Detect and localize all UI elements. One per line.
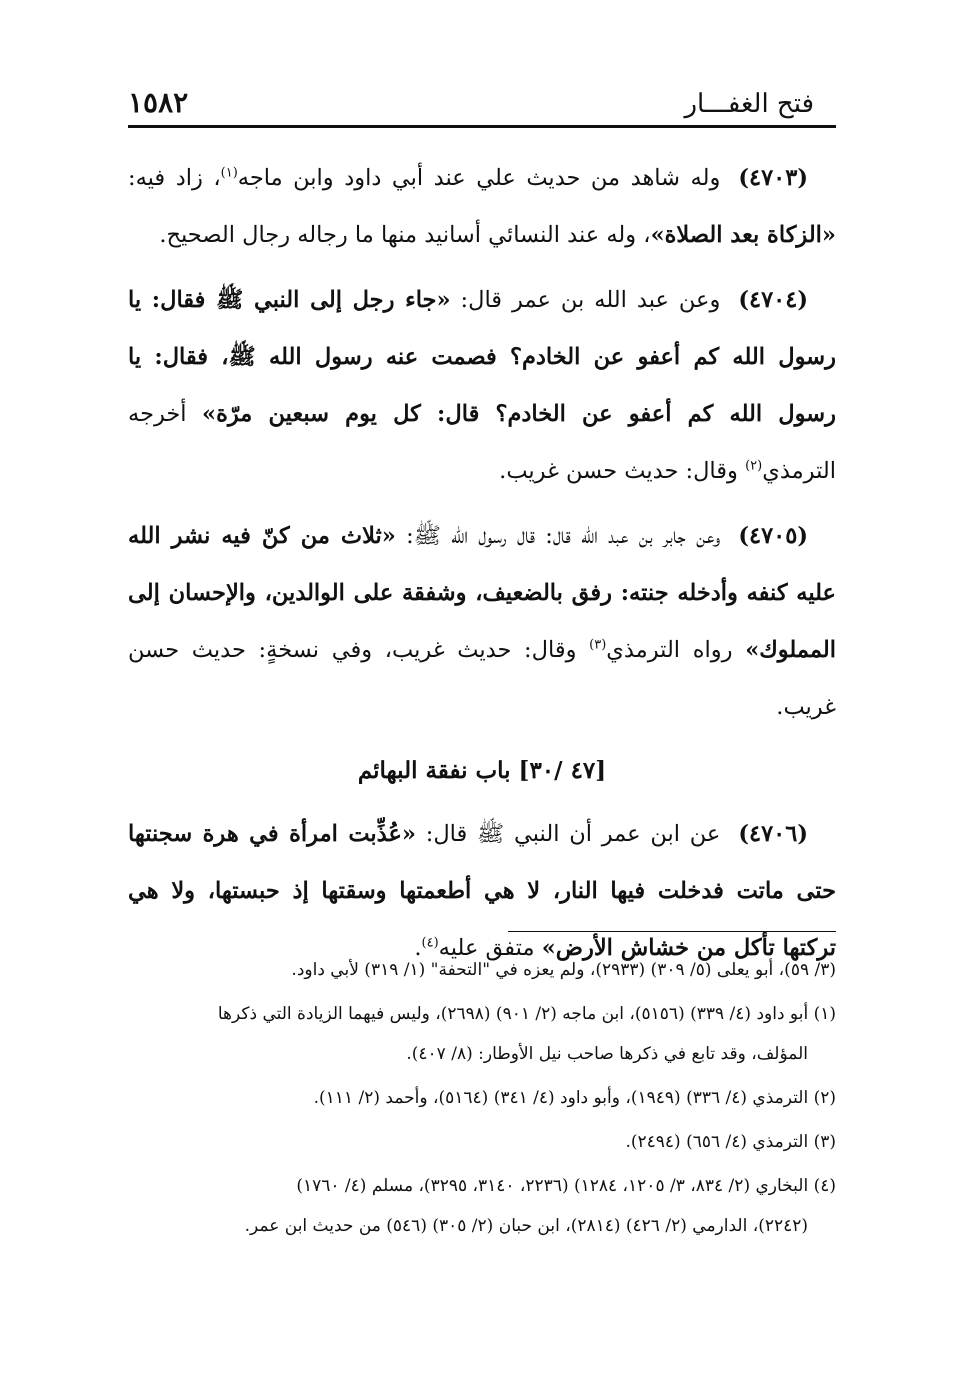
footnote-ref[interactable]: (٢) [745, 458, 763, 474]
footnote-ref[interactable]: (٤) [421, 935, 439, 951]
hadith-text: وقال: حديث حسن غريب. [499, 458, 746, 484]
hadith-number: (٤٧٠٤) [738, 287, 808, 313]
hadith-text: وقال: حديث غريب، وفي نسخةٍ: حديث حسن غريب. [128, 637, 836, 720]
hadith-number: (٤٧٠٦) [738, 821, 808, 847]
footnote-1 [128, 994, 836, 1074]
footnote-1-line: المؤلف، وقد تابع في ذكرها صاحب نيل الأوطار: (٨/ ٤٠٧). [406, 1044, 808, 1064]
footnote-continued: (٣/ ٥٩)، أبو يعلى (٥/ ٣٠٩) (٢٩٣٣)، ولم يعزه في "التحفة" (١/ ٣١٩) لأبي داود. [291, 960, 836, 980]
main-text [128, 150, 836, 985]
hadith-text: وعن جابر بن عبد الله قال: قال رسول الله ﷺ: [395, 523, 721, 549]
hadith-text: ، وله عند النسائي أسانيد منها ما رجاله رجال الصحيح. [159, 222, 651, 248]
hadith-text: وله شاهد من حديث علي عند أبي داود وابن ماجه [237, 165, 721, 191]
hadith-text: وعن عبد الله بن عمر قال: [450, 287, 721, 313]
hadith-quote: «عُذِّبت امرأة في هرة سجنتها حتى ماتت فدخلت فيها النار، لا هي أطعمتها وسقتها إذ حبستها، ولا هي تركتها تأكل من خشاش الأرض» [128, 821, 836, 961]
footnote-4-line: (٤) البخاري (٢/ ٨٣٤، ٣/ ١٢٠٥، ١٢٨٤) (٢٢٣٦، ٣١٤٠، ٣٢٩٥)، مسلم (٤/ ١٧٦٠) [296, 1176, 836, 1196]
footnote-ref[interactable]: (١) [220, 165, 238, 181]
footnote-2: (٢) الترمذي (٤/ ٣٣٦) (١٩٤٩)، وأبو داود (٤/ ٣٤١) (٥١٦٤)، وأحمد (٢/ ١١١). [313, 1088, 836, 1108]
footnote-1-line: (١) أبو داود (٤/ ٣٣٩) (٥١٥٦)، ابن ماجه (٢/ ٩٠١) (٢٦٩٨)، وليس فيهما الزيادة التي ذكرها [217, 1004, 836, 1024]
hadith-text: أخرجه الترمذي [128, 401, 836, 484]
chapter-heading: [٤٧ /٣٠] باب نفقة البهائم [357, 757, 607, 784]
hadith-4704 [128, 272, 836, 500]
hadith-text: عن ابن عمر أن النبي ﷺ قال: [415, 821, 721, 847]
hadith-number: (٤٧٠٥) [738, 523, 808, 549]
hadith-4705 [128, 508, 836, 736]
hadith-text: . [414, 935, 422, 961]
footnote-4 [128, 1166, 836, 1246]
footnote-ref[interactable]: (٣) [589, 637, 607, 653]
footnote-divider [508, 931, 836, 932]
hadith-number: (٤٧٠٣) [738, 165, 808, 191]
hadith-4703 [128, 150, 836, 264]
hadith-quote: «ثلاث من كنّ فيه نشر الله عليه كنفه وأدخله جنته: رفق بالضعيف، وشفقة على الوالدين، والإحسان إلى المملوك» [128, 523, 836, 663]
footnote-4-line: (٢٢٤٢)، الدارمي (٢/ ٤٢٦) (٢٨١٤)، ابن حبان (٢/ ٣٠٥) (٥٤٦) من حديث ابن عمر. [244, 1216, 808, 1236]
page-number: ١٥٨٢ [128, 86, 189, 119]
hadith-text: رواه الترمذي [606, 637, 746, 663]
footnotes [128, 950, 836, 1250]
hadith-text: متفق عليه [438, 935, 542, 961]
hadith-quote: «الزكاة بعد الصلاة» [650, 222, 836, 248]
page-header [128, 86, 836, 128]
hadith-text: ، زاد فيه: [128, 165, 221, 191]
hadith-quote: «جاء رجل إلى النبي ﷺ فقال: يا رسول الله كم أعفو عن الخادم؟ فصمت عنه رسول الله ﷺ، فقال: يا رسول الله كم أعفو عن الخادم؟ قال: كل يوم سبعين مرّة» [128, 287, 836, 427]
footnote-3: (٣) الترمذي (٤/ ٦٥٦) (٢٤٩٤). [625, 1132, 836, 1152]
running-title: فتح الغفـــار [684, 89, 814, 119]
